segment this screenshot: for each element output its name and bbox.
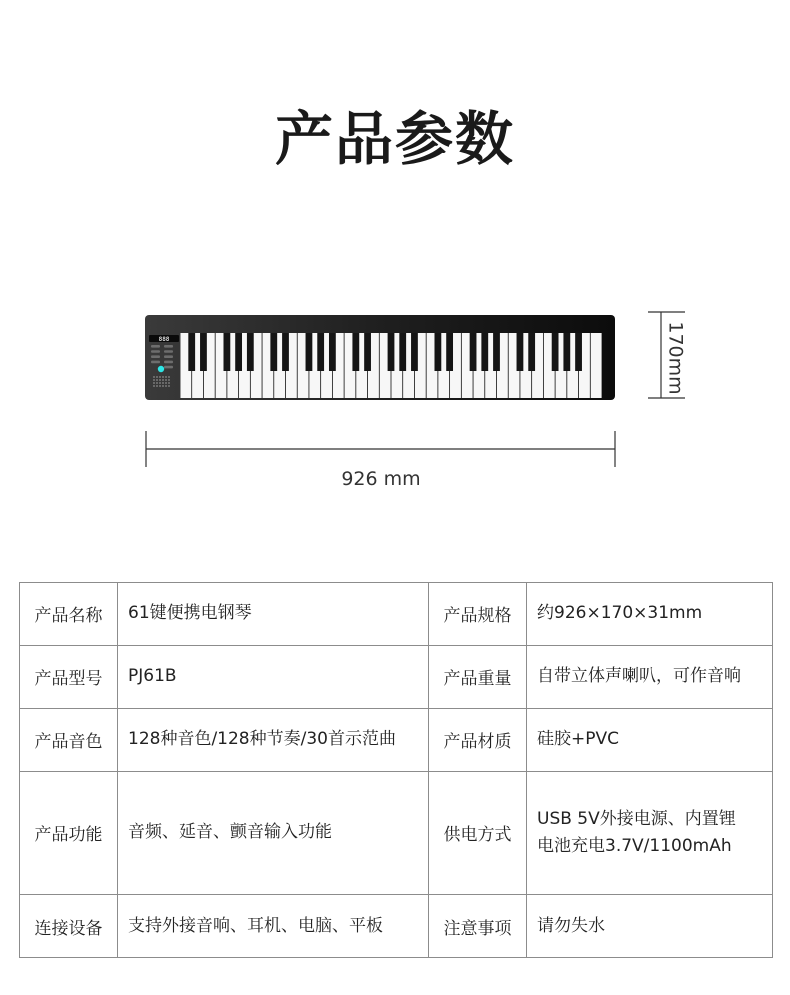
speaker-hole [156,379,158,381]
speaker-hole [156,385,158,387]
spec-value: PJ61B [118,645,429,708]
black-key [517,333,524,371]
speaker-hole [159,382,161,384]
white-key [591,333,602,398]
black-key [200,333,207,371]
spec-label: 产品名称 [20,583,118,646]
spec-value: USB 5V外接电源、内置锂 电池充电3.7V/1100mAh [527,771,773,895]
height-label: 170mm [665,321,688,395]
black-key [434,333,441,371]
piano-dimension-diagram [140,305,690,470]
spec-value: 自带立体声喇叭，可作音响 [527,645,773,708]
spec-label: 产品音色 [20,708,118,771]
spec-value: 硅胶+PVC [527,708,773,771]
speaker-hole [156,376,158,378]
panel-button [164,355,173,358]
black-key [352,333,359,371]
black-key [399,333,406,371]
speaker-hole [156,382,158,384]
speaker-hole [159,376,161,378]
speaker-hole [153,385,155,387]
table-row [20,583,773,646]
panel-button [151,361,160,364]
spec-value: 128种音色/128种节奏/30首示范曲 [118,708,429,771]
table-row [20,771,773,895]
speaker-hole [165,376,167,378]
table-row [20,645,773,708]
spec-label: 产品规格 [429,583,527,646]
panel-button [164,345,173,348]
led-display: 888 [158,336,170,343]
speaker-hole [165,379,167,381]
panel-button [164,361,173,364]
spec-label: 产品功能 [20,771,118,895]
speaker-hole [168,385,170,387]
table-row [20,895,773,958]
black-key [563,333,570,371]
black-key [306,333,313,371]
spec-value: 音频、延音、颤音输入功能 [118,771,429,895]
black-key [481,333,488,371]
panel-button [151,345,160,348]
black-key [364,333,371,371]
black-key [247,333,254,371]
speaker-hole [165,385,167,387]
panel-button [164,350,173,353]
speaker-hole [159,385,161,387]
panel-button [151,355,160,358]
spec-label: 产品重量 [429,645,527,708]
page-title: 产品参数 [274,105,515,173]
speaker-hole [162,385,164,387]
black-key [188,333,195,371]
speaker-hole [168,376,170,378]
black-key [411,333,418,371]
speaker-hole [168,379,170,381]
speaker-hole [153,379,155,381]
panel-button [164,366,173,369]
black-key [575,333,582,371]
table-row [20,708,773,771]
black-key [446,333,453,371]
black-key [493,333,500,371]
panel-button [151,350,160,353]
spec-value: 61键便携电钢琴 [118,583,429,646]
spec-table [19,582,773,958]
black-key [235,333,242,371]
speaker-hole [162,376,164,378]
spec-value: 支持外接音响、耳机、电脑、平板 [118,895,429,958]
black-key [528,333,535,371]
black-key [282,333,289,371]
spec-value: 请勿失水 [527,895,773,958]
speaker-hole [153,376,155,378]
spec-value: 约926×170×31mm [527,583,773,646]
width-label: 926 mm [341,468,421,490]
speaker-hole [159,379,161,381]
spec-label: 供电方式 [429,771,527,895]
speaker-hole [165,382,167,384]
black-key [317,333,324,371]
spec-label: 产品材质 [429,708,527,771]
power-button [158,366,164,372]
speaker-hole [162,382,164,384]
black-key [470,333,477,371]
spec-label: 产品型号 [20,645,118,708]
black-key [552,333,559,371]
speaker-hole [153,382,155,384]
speaker-hole [162,379,164,381]
spec-label: 注意事项 [429,895,527,958]
black-key [388,333,395,371]
black-key [270,333,277,371]
black-key [329,333,336,371]
black-key [223,333,230,371]
spec-label: 连接设备 [20,895,118,958]
speaker-hole [168,382,170,384]
